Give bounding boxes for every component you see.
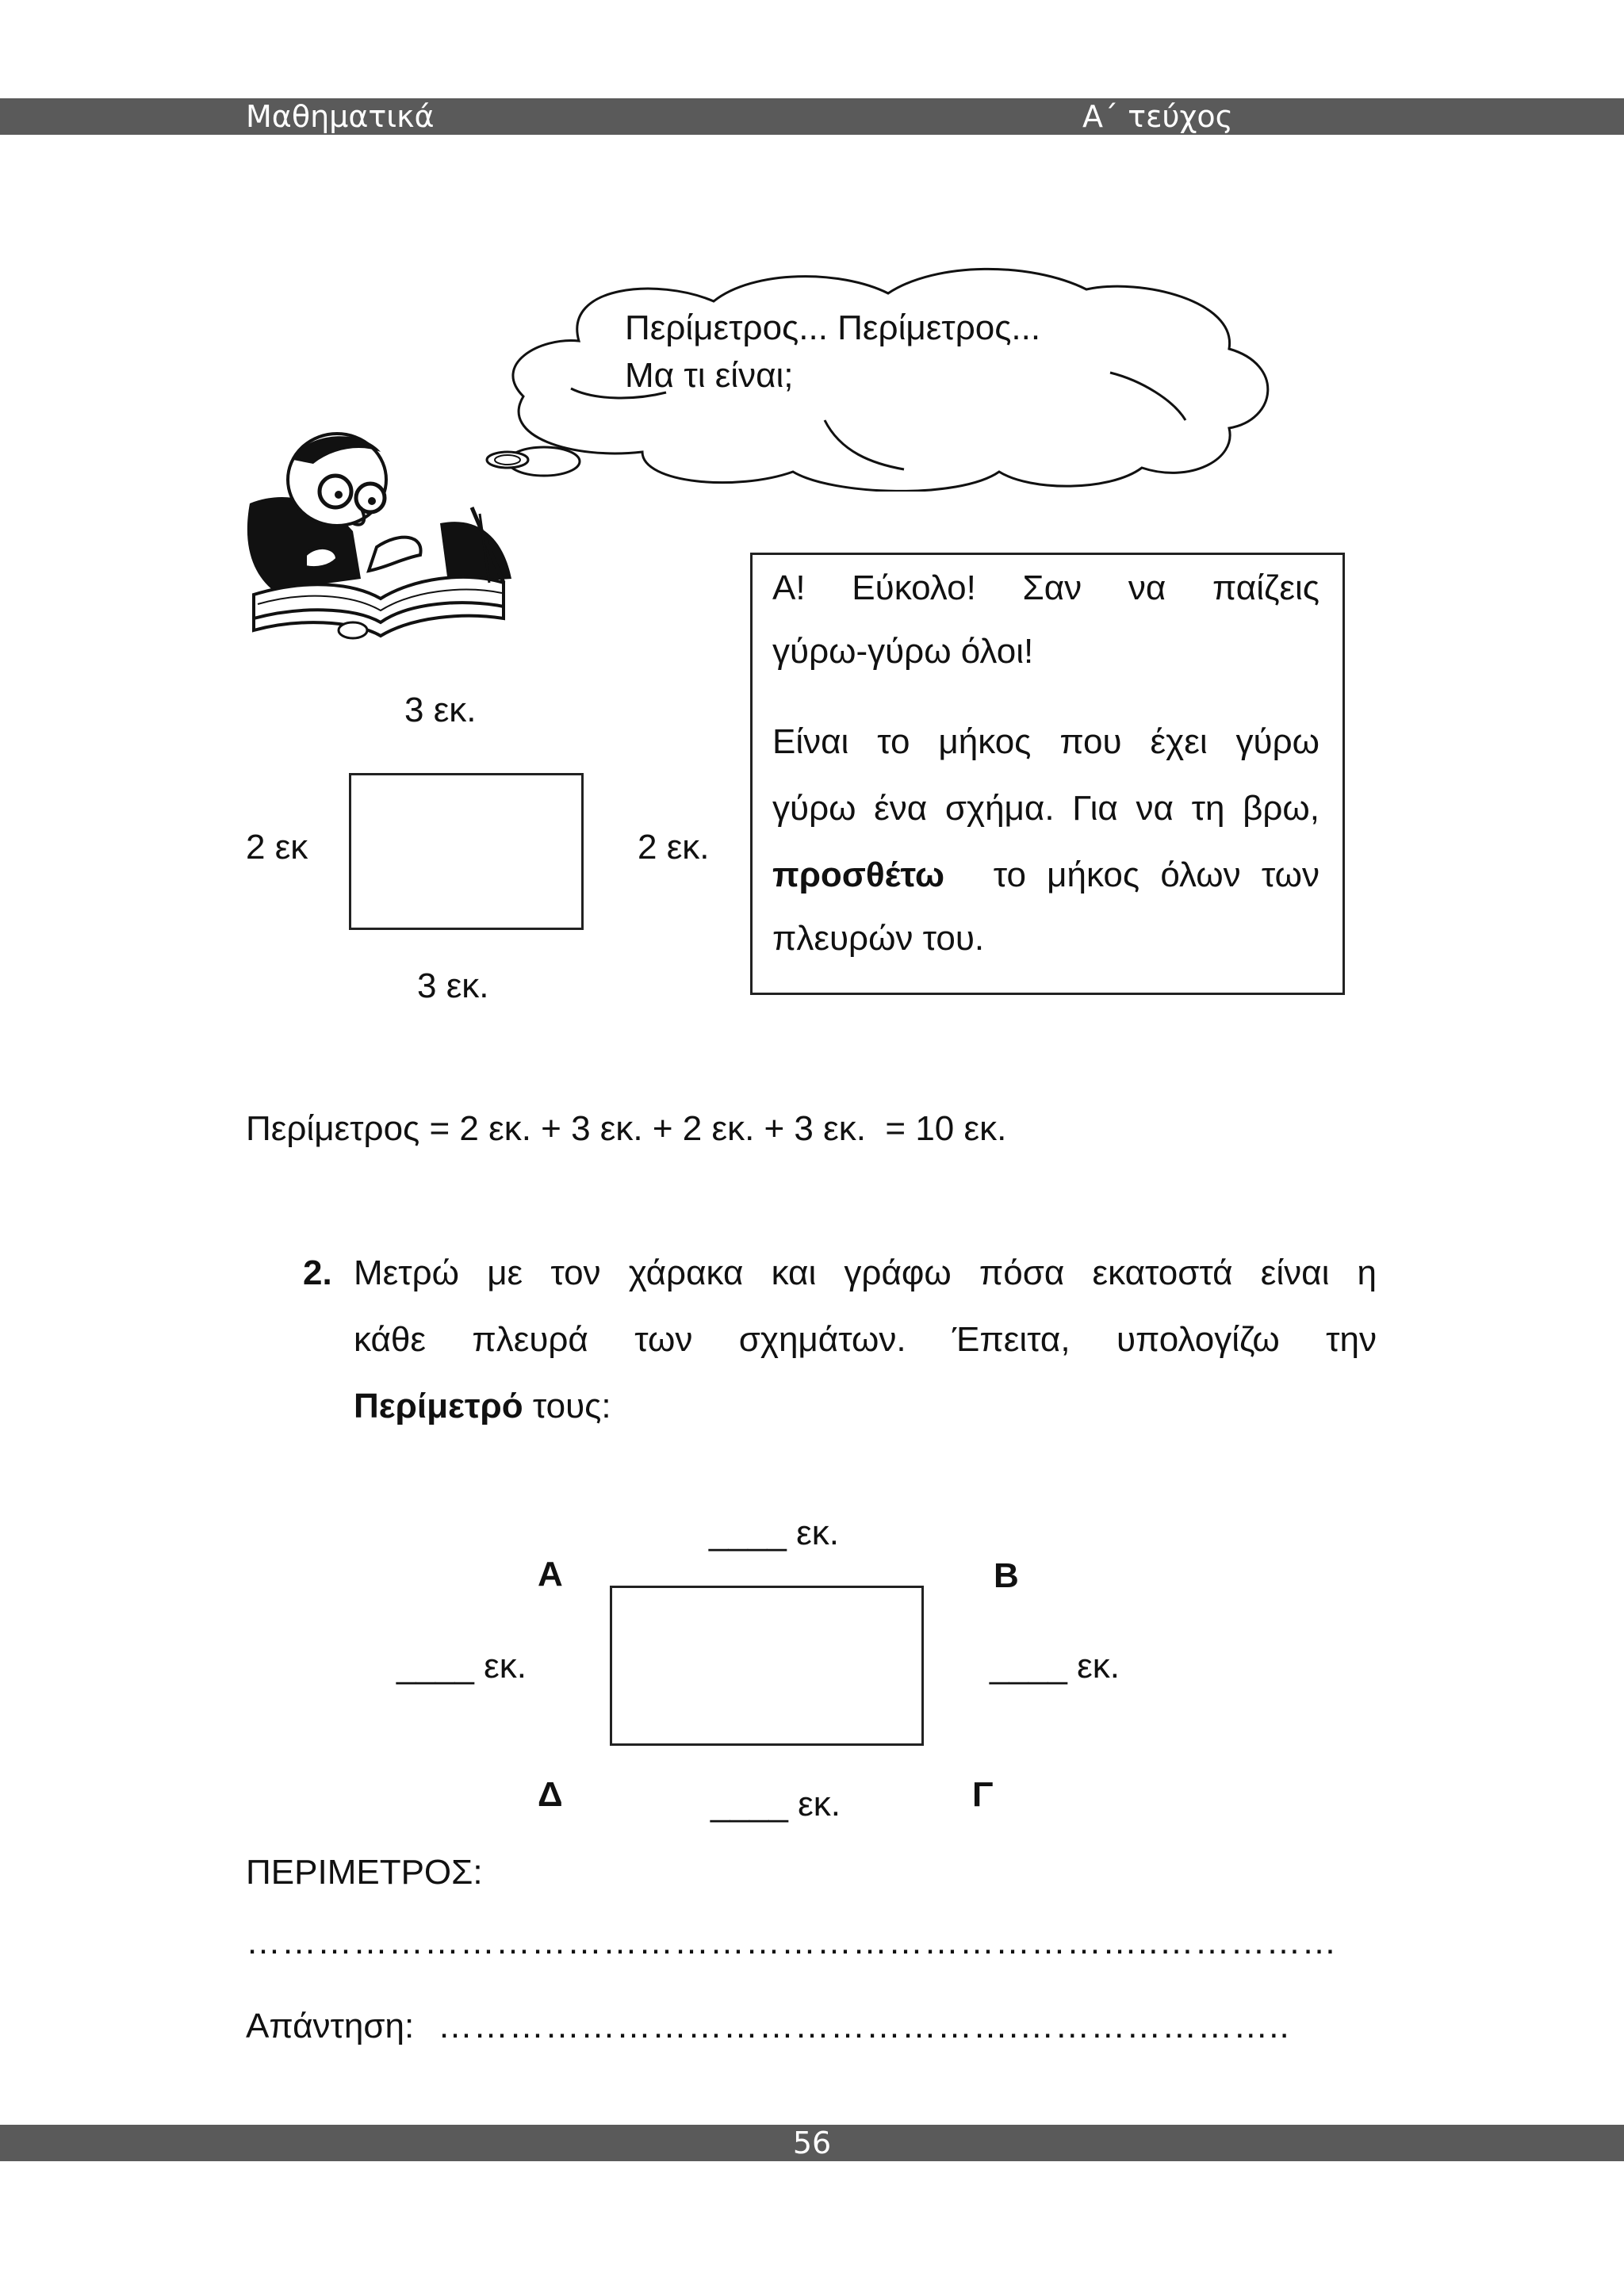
exercise-number: 2. (303, 1253, 332, 1292)
definition-word: Σαν (1022, 568, 1082, 607)
perimeter-formula: Περίμετρος = 2 εκ. + 3 εκ. + 2 εκ. + 3 εκ. = 10 εκ. (246, 1109, 1007, 1148)
example-left-label: 2 εκ (246, 828, 308, 867)
answer-line[interactable]: ………………………………………….………………….. (438, 2007, 1290, 2045)
example-rectangle (349, 773, 584, 930)
vertex-g: Γ (972, 1775, 994, 1814)
answer-label: Απάντηση: (246, 2007, 415, 2045)
definition-rest: το μήκος όλων των (972, 855, 1320, 894)
reading-boy-icon (242, 428, 519, 642)
definition-line-3: Είναι το μήκος που έχει γύρω (772, 722, 1320, 761)
vertex-d: Δ (538, 1775, 563, 1814)
side-right-label: ____ εκ. (990, 1647, 1120, 1686)
definition-line-1 (772, 555, 1320, 622)
vertex-a: Α (538, 1555, 563, 1594)
exercise-line-2: κάθε πλευρά των σχημάτων. Έπειτα, υπολογίζω την (354, 1320, 1377, 1359)
header-bar (0, 98, 1624, 135)
definition-word: Εύκολο! (852, 568, 976, 607)
exercise-rectangle (610, 1586, 924, 1746)
example-top-label: 3 εκ. (404, 691, 477, 729)
exercise-line-3: Περίμετρό τους: (354, 1387, 611, 1425)
example-bottom-label: 3 εκ. (417, 966, 489, 1005)
footer-bar (0, 2125, 1624, 2161)
header-subject: Μαθηματικά (246, 99, 435, 134)
definition-word: παίζεις (1212, 568, 1320, 607)
side-bottom-label: ____ εκ. (710, 1785, 841, 1823)
definition-line-6: πλευρών του. (772, 919, 985, 958)
vertex-b: Β (994, 1556, 1019, 1595)
bubble-line-1: Περίμετρος... Περίμετρος... (625, 308, 1041, 347)
example-right-label: 2 εκ. (638, 828, 710, 867)
header-volume: Α΄ τεύχος (1082, 99, 1233, 134)
definition-word: Α! (772, 568, 806, 607)
exercise-line-1: Μετρώ με τον χάρακα και γράφω πόσα εκατοστά είναι η (354, 1253, 1377, 1292)
definition-line-5 (772, 842, 1320, 909)
page-number: 56 (792, 2126, 832, 2160)
side-left-label: ____ εκ. (396, 1647, 527, 1686)
definition-line-2: γύρω-γύρω όλοι! (772, 632, 1034, 671)
perimeter-answer-line[interactable]: …………………………………………………………………..…………… (246, 1923, 1338, 1961)
perimeter-label: ΠΕΡΙΜΕΤΡΟΣ: (246, 1853, 483, 1892)
definition-bold-word: προσθέτω (772, 855, 945, 894)
bubble-line-2: Μα τι είναι; (625, 356, 794, 395)
definition-line-4: γύρω ένα σχήμα. Για να τη βρω, (772, 789, 1320, 828)
thought-bubble (476, 262, 1293, 492)
side-top-label: ____ εκ. (709, 1513, 839, 1552)
definition-word: να (1128, 568, 1166, 607)
